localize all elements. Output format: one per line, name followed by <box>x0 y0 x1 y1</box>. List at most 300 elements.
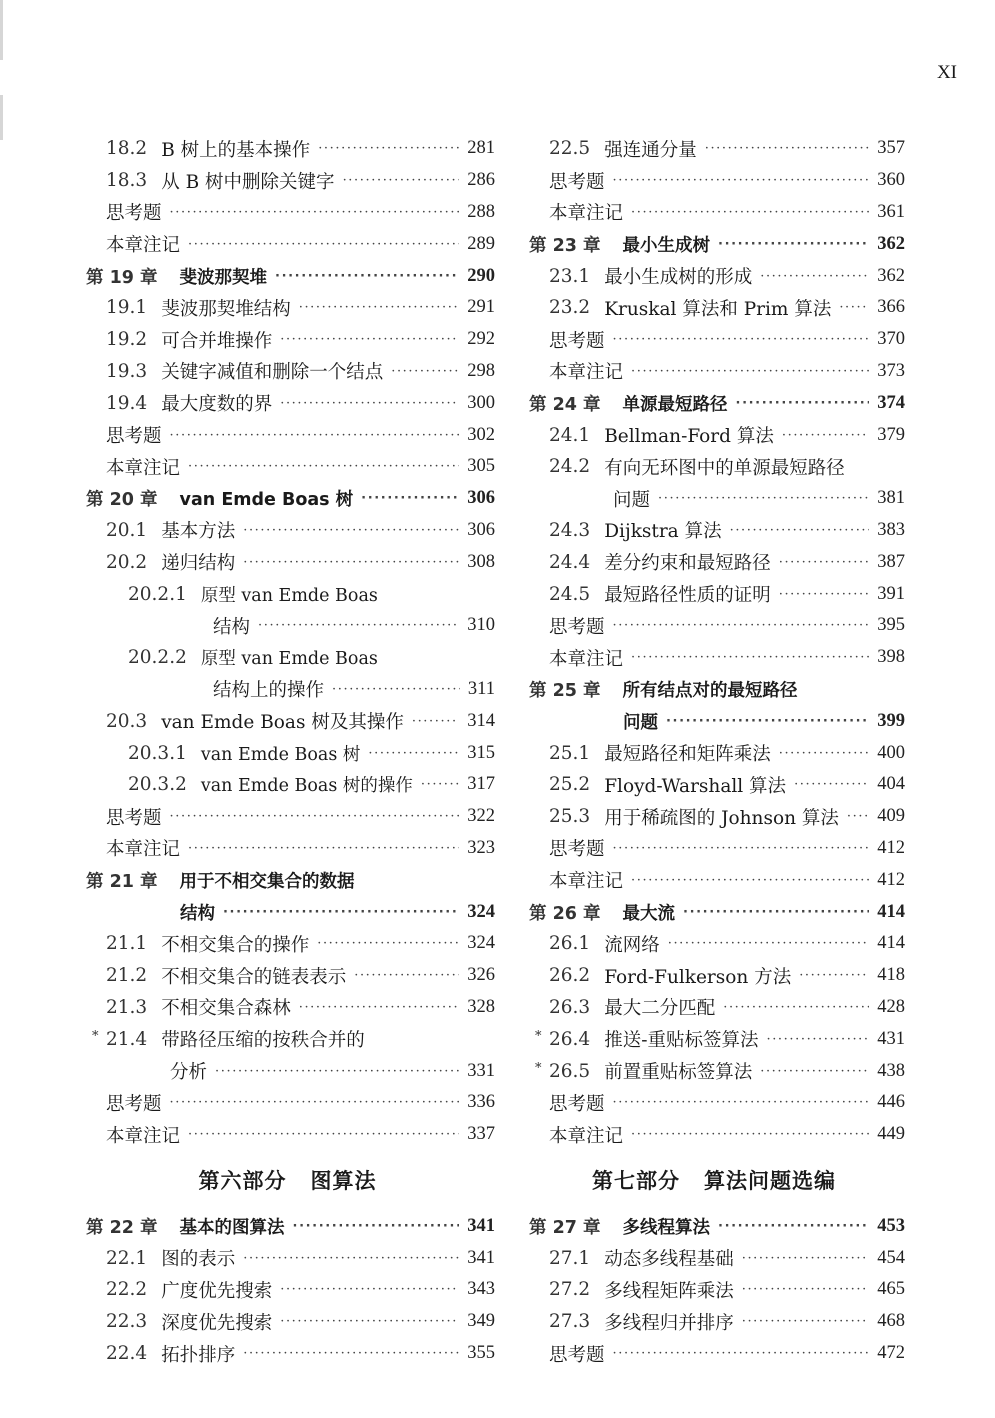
toc-page-number: 324 <box>467 933 495 954</box>
toc-title: 从 B 树中删除关键字 <box>161 171 335 193</box>
toc-title: 不相交集合森林 <box>161 998 291 1020</box>
toc-title: 斐波那契堆 <box>179 267 268 288</box>
toc-number: 26.1 <box>549 933 591 955</box>
toc-section-row <box>80 324 495 356</box>
toc-page-number: 379 <box>877 424 905 445</box>
toc-subsection-row <box>80 769 495 801</box>
toc-continuation-row <box>523 833 905 865</box>
toc-title: 多线程算法 <box>622 1217 711 1238</box>
toc-number: 20.2.2 <box>128 647 187 669</box>
toc-section-row <box>80 1306 495 1338</box>
toc-page-number: 383 <box>877 519 905 540</box>
dot-leader <box>354 968 459 983</box>
toc-page-number: 324 <box>467 901 495 922</box>
toc-title: 最大流 <box>622 903 676 924</box>
toc-number: 24.5 <box>549 583 591 605</box>
toc-page-number: 412 <box>877 869 905 890</box>
toc-title: 最小生成树的形成 <box>604 267 753 289</box>
dot-leader <box>412 714 459 729</box>
toc-section-row <box>80 165 495 197</box>
dot-leader <box>613 332 870 347</box>
toc-title: 本章注记 <box>106 235 181 257</box>
toc-number: 25.2 <box>549 774 591 796</box>
toc-entries-top <box>523 133 905 1151</box>
toc-title: 最短路径性质的证明 <box>604 585 771 607</box>
toc-section-row <box>80 292 495 324</box>
toc-title: Ford-Fulkerson 方法 <box>604 966 792 988</box>
toc-page-number: 306 <box>467 488 495 509</box>
toc-title: 思考题 <box>106 1093 162 1115</box>
toc-number: 第 26 章 <box>529 903 601 924</box>
toc-number: 25.1 <box>549 742 591 764</box>
toc-page-number: 310 <box>467 615 495 636</box>
toc-section-row <box>523 1242 905 1274</box>
toc-page-number: 362 <box>877 233 905 254</box>
toc-number: 20.2.1 <box>128 583 187 605</box>
toc-page-number: 414 <box>877 933 905 954</box>
toc-number: 第 23 章 <box>529 235 601 256</box>
toc-number: 第 20 章 <box>86 490 158 511</box>
optional-section-mark: * <box>535 1029 542 1045</box>
dot-leader <box>723 1000 869 1015</box>
toc-number: 19.4 <box>106 392 148 414</box>
toc-title: 思考题 <box>549 839 605 861</box>
toc-title: B 树上的基本操作 <box>161 139 311 161</box>
toc-number: 第 21 章 <box>86 871 158 892</box>
toc-continuation-row <box>523 1087 905 1119</box>
toc-title: 单源最短路径 <box>622 394 728 415</box>
part-heading <box>80 1157 495 1203</box>
dot-leader <box>188 1127 459 1142</box>
toc-page-number: 311 <box>467 678 495 699</box>
toc-page-number: 362 <box>877 265 905 286</box>
toc-number: 24.3 <box>549 519 591 541</box>
dot-leader <box>779 587 870 602</box>
optional-section-mark: * <box>535 1061 542 1077</box>
toc-section-row <box>80 133 495 165</box>
toc-section-row <box>523 1306 905 1338</box>
toc-continuation-row <box>80 1087 495 1119</box>
toc-section-row <box>80 1274 495 1306</box>
toc-title: van Emde Boas 树及其操作 <box>161 712 404 734</box>
toc-page-number: 315 <box>467 742 495 763</box>
toc-title: 思考题 <box>106 426 162 448</box>
toc-page-number: 305 <box>467 456 495 477</box>
toc-continuation-row <box>523 1119 905 1151</box>
toc-section-row <box>523 546 905 578</box>
toc-page-number: 308 <box>467 551 495 572</box>
dot-leader <box>170 1095 460 1110</box>
dot-leader <box>280 396 459 411</box>
toc-number: 20.1 <box>106 519 148 541</box>
toc-number: 18.3 <box>106 170 148 192</box>
scan-edge-mark <box>0 95 3 140</box>
toc-title: 本章注记 <box>549 203 624 225</box>
part-name: 算法问题选编 <box>704 1168 836 1193</box>
toc-page-number: 322 <box>467 806 495 827</box>
toc-section-row <box>523 260 905 292</box>
toc-page-number: 360 <box>877 170 905 191</box>
toc-page-number: 331 <box>467 1060 495 1081</box>
toc-page-number: 404 <box>877 774 905 795</box>
toc-title: 前置重贴标签算法 <box>604 1062 753 1083</box>
toc-page-number: 399 <box>877 710 905 731</box>
toc-page-number: 418 <box>877 965 905 986</box>
toc-title: van Emde Boas 树 <box>179 490 354 511</box>
dot-leader <box>847 809 869 824</box>
toc-number: 27.1 <box>549 1247 591 1269</box>
dot-leader <box>243 555 459 570</box>
toc-page-number: 472 <box>877 1343 905 1364</box>
toc-title: 最短路径和矩阵乘法 <box>604 744 771 766</box>
dot-leader <box>766 1032 869 1047</box>
dot-leader <box>760 1064 869 1079</box>
toc-page-number: 341 <box>467 1247 495 1268</box>
toc-page-number: 465 <box>877 1279 905 1300</box>
toc-number: 26.3 <box>549 996 591 1018</box>
dot-leader <box>779 746 870 761</box>
dot-leader <box>718 1219 869 1234</box>
dot-leader <box>170 809 460 824</box>
toc-continuation-row <box>523 610 905 642</box>
toc-page-number: 328 <box>467 996 495 1017</box>
toc-page-number: 453 <box>877 1215 905 1236</box>
toc-section-row <box>523 578 905 610</box>
dot-leader <box>782 428 869 443</box>
toc-continuation-row <box>80 833 495 865</box>
toc-entries-bottom <box>523 1211 905 1370</box>
toc-page-number: 286 <box>467 170 495 191</box>
toc-number: 22.3 <box>106 1311 148 1333</box>
toc-number: 第 22 章 <box>86 1217 158 1238</box>
toc-chapter-row <box>523 896 905 928</box>
toc-number: 19.2 <box>106 329 148 351</box>
dot-leader <box>683 905 869 920</box>
toc-number: 22.4 <box>106 1343 148 1365</box>
dot-leader <box>318 141 459 156</box>
part-title: 第七部分 <box>592 1168 680 1193</box>
toc-number: 第 27 章 <box>529 1217 601 1238</box>
toc-number: 23.1 <box>549 265 591 287</box>
toc-title: 流网络 <box>604 934 660 956</box>
toc-title: 分析 <box>170 1062 208 1083</box>
toc-chapter-row <box>523 674 905 706</box>
toc-continuation-row <box>80 801 495 833</box>
toc-page-number: 370 <box>877 329 905 350</box>
dot-leader <box>718 237 869 252</box>
toc-chapter-row <box>80 1211 495 1243</box>
dot-leader <box>631 873 869 888</box>
toc-title: 所有结点对的最短路径 <box>622 680 798 701</box>
dot-leader <box>631 650 869 665</box>
toc-title: 图的表示 <box>161 1249 236 1271</box>
dot-leader <box>188 459 459 474</box>
toc-subsection-row <box>80 578 495 610</box>
toc-title: 拓扑排序 <box>161 1344 236 1366</box>
toc-page-number: 391 <box>877 583 905 604</box>
toc-section-row <box>80 1023 495 1055</box>
toc-title: 本章注记 <box>106 457 181 479</box>
toc-number: 21.3 <box>106 996 148 1018</box>
toc-continuation-row <box>80 228 495 260</box>
toc-number: 24.4 <box>549 551 591 573</box>
dot-leader <box>613 173 870 188</box>
dot-leader <box>658 491 869 506</box>
toc-title: 思考题 <box>549 1344 605 1366</box>
toc-section-row <box>80 992 495 1024</box>
toc-section-row <box>523 1055 905 1087</box>
toc-number: 26.5 <box>549 1060 591 1082</box>
toc-title: 思考题 <box>106 203 162 225</box>
toc-page-number: 374 <box>877 392 905 413</box>
toc-title: 思考题 <box>549 616 605 638</box>
part-title: 第六部分 <box>198 1168 287 1193</box>
toc-title: 强连通分量 <box>604 139 697 161</box>
toc-title: 本章注记 <box>549 871 624 893</box>
toc-number: 22.2 <box>106 1279 148 1301</box>
toc-title: van Emde Boas 树的操作 <box>200 776 413 797</box>
toc-number: 22.1 <box>106 1247 148 1269</box>
toc-continuation-row <box>80 1119 495 1151</box>
dot-leader <box>391 364 459 379</box>
dot-leader <box>170 205 460 220</box>
dot-leader <box>779 555 870 570</box>
toc-title: 结构上的操作 <box>213 680 325 702</box>
dot-leader <box>736 396 870 411</box>
toc-section-row <box>80 546 495 578</box>
toc-number: 21.2 <box>106 965 148 987</box>
toc-page-number: 446 <box>877 1092 905 1113</box>
dot-leader <box>215 1064 459 1079</box>
scan-edge-mark <box>0 0 3 60</box>
toc-continuation-row <box>523 642 905 674</box>
toc-number: 26.2 <box>549 965 591 987</box>
dot-leader <box>799 968 869 983</box>
toc-continuation-row <box>523 483 905 515</box>
toc-section-row <box>80 960 495 992</box>
toc-entries-top <box>80 133 495 1151</box>
toc-title: 有向无环图中的单源最短路径 <box>604 457 845 479</box>
toc-page-number: 361 <box>877 201 905 222</box>
toc-title: 深度优先搜索 <box>161 1312 273 1334</box>
toc-chapter-row <box>80 864 495 896</box>
toc-section-row <box>80 1338 495 1370</box>
dot-leader <box>275 269 459 284</box>
toc-page-number: 336 <box>467 1092 495 1113</box>
dot-leader <box>299 1000 460 1015</box>
toc-continuation-row <box>80 197 495 229</box>
toc-number: 24.1 <box>549 424 591 446</box>
toc-page-number: 306 <box>467 519 495 540</box>
toc-title: 原型 van Emde Boas <box>200 649 378 670</box>
dot-leader <box>188 841 459 856</box>
toc-section-row <box>523 1274 905 1306</box>
dot-leader <box>280 1282 459 1297</box>
toc-number: 27.3 <box>549 1311 591 1333</box>
toc-title: van Emde Boas 树 <box>200 744 361 765</box>
toc-title: 原型 van Emde Boas <box>200 585 378 606</box>
toc-title: 结构 <box>213 616 251 638</box>
dot-leader <box>170 428 460 443</box>
toc-title: 最大二分匹配 <box>604 998 716 1020</box>
toc-left-column <box>80 133 495 1369</box>
toc-continuation-row <box>523 356 905 388</box>
toc-page-number: 438 <box>877 1060 905 1081</box>
dot-leader <box>705 141 870 156</box>
dot-leader <box>343 173 460 188</box>
toc-title: 思考题 <box>549 1093 605 1115</box>
toc-title: 结构 <box>180 903 215 924</box>
part-heading <box>523 1157 905 1203</box>
toc-title: 广度优先搜索 <box>161 1280 273 1302</box>
toc-chapter-row <box>523 228 905 260</box>
toc-title: 问题 <box>613 489 651 511</box>
dot-leader <box>794 777 869 792</box>
toc-page-number: 387 <box>877 551 905 572</box>
toc-page-number: 409 <box>877 806 905 827</box>
dot-leader <box>839 300 869 315</box>
toc-title: 最小生成树 <box>622 235 711 256</box>
toc-page-number: 302 <box>467 424 495 445</box>
toc-page-number: 412 <box>877 837 905 858</box>
toc-page-number: 323 <box>467 837 495 858</box>
dot-leader <box>631 1127 869 1142</box>
toc-page-number: 288 <box>467 201 495 222</box>
toc-section-row <box>80 356 495 388</box>
dot-leader <box>666 714 869 729</box>
toc-section-row <box>523 801 905 833</box>
toc-title: Bellman-Ford 算法 <box>604 426 774 448</box>
dot-leader <box>293 1219 460 1234</box>
toc-page-number: 398 <box>877 647 905 668</box>
toc-page-number: 431 <box>877 1028 905 1049</box>
toc-continuation-row <box>80 1055 495 1087</box>
toc-section-row <box>80 928 495 960</box>
toc-number: 24.2 <box>549 456 591 478</box>
dot-leader <box>631 364 869 379</box>
dot-leader <box>243 1251 459 1266</box>
toc-section-row <box>523 515 905 547</box>
toc-number: 第 25 章 <box>529 680 601 701</box>
toc-page-number: 341 <box>467 1215 495 1236</box>
toc-title: 用于稀疏图的 Johnson 算法 <box>604 807 839 829</box>
toc-number: 19.1 <box>106 297 148 319</box>
dot-leader <box>613 841 870 856</box>
toc-chapter-row <box>80 260 495 292</box>
toc-number: 20.2 <box>106 551 148 573</box>
toc-page-number: 337 <box>467 1124 495 1145</box>
toc-title: 本章注记 <box>549 1125 624 1147</box>
dot-leader <box>668 936 870 951</box>
toc-number: 19.3 <box>106 360 148 382</box>
dot-leader <box>361 491 459 506</box>
dot-leader <box>188 237 459 252</box>
toc-entries-bottom <box>80 1211 495 1370</box>
toc-number: 第 19 章 <box>86 267 158 288</box>
toc-page-number: 449 <box>877 1124 905 1145</box>
toc-page-number: 290 <box>467 265 495 286</box>
toc-page-number: 292 <box>467 329 495 350</box>
dot-leader <box>631 205 869 220</box>
toc-page-number: 355 <box>467 1343 495 1364</box>
toc-title: 斐波那契堆结构 <box>161 298 291 320</box>
toc-page-number: 289 <box>467 233 495 254</box>
toc-number: 20.3.1 <box>128 742 187 764</box>
toc-number: 21.4 <box>106 1028 148 1050</box>
toc-page-number: 326 <box>467 965 495 986</box>
toc-continuation-row <box>80 674 495 706</box>
dot-leader <box>760 269 869 284</box>
toc-subsection-row <box>80 737 495 769</box>
toc-title: 差分约束和最短路径 <box>604 553 771 575</box>
toc-continuation-row <box>523 197 905 229</box>
toc-number: 27.2 <box>549 1279 591 1301</box>
toc-section-row <box>523 737 905 769</box>
toc-number: 23.2 <box>549 297 591 319</box>
toc-title: 思考题 <box>549 330 605 352</box>
dot-leader <box>317 936 459 951</box>
toc-title: 推送-重贴标签算法 <box>604 1030 759 1052</box>
dot-leader <box>243 1346 459 1361</box>
dot-leader <box>742 1314 870 1329</box>
toc-section-row <box>523 960 905 992</box>
toc-section-row <box>523 451 905 483</box>
toc-title: 基本的图算法 <box>179 1217 285 1238</box>
toc-title: 多线程矩阵乘法 <box>604 1280 734 1302</box>
toc-section-row <box>523 992 905 1024</box>
toc-continuation-row <box>523 864 905 896</box>
dot-leader <box>280 1314 459 1329</box>
toc-continuation-row <box>523 324 905 356</box>
toc-section-row <box>523 928 905 960</box>
toc-title: 多线程归并排序 <box>604 1312 734 1334</box>
toc-page-number: 381 <box>877 488 905 509</box>
toc-number: 20.3 <box>106 710 148 732</box>
toc-chapter-row <box>523 1211 905 1243</box>
toc-title: 思考题 <box>549 171 605 193</box>
toc-page-number: 468 <box>877 1311 905 1332</box>
toc-chapter-row <box>80 483 495 515</box>
dot-leader <box>613 1095 870 1110</box>
toc-title: 本章注记 <box>549 362 624 384</box>
toc-page-number: 317 <box>467 774 495 795</box>
dot-leader <box>742 1251 870 1266</box>
toc-page-number: 400 <box>877 742 905 763</box>
optional-section-mark: * <box>92 1029 99 1045</box>
toc-number: 20.3.2 <box>128 774 187 796</box>
toc-page-number: 281 <box>467 138 495 159</box>
toc-section-row <box>80 387 495 419</box>
toc-page-number: 454 <box>877 1247 905 1268</box>
dot-leader <box>613 618 870 633</box>
toc-page-number: 395 <box>877 615 905 636</box>
toc-title: 动态多线程基础 <box>604 1249 734 1271</box>
toc-title: 关键字减值和删除一个结点 <box>161 362 384 384</box>
toc-title: 不相交集合的链表表示 <box>161 966 347 988</box>
toc-page-number: 373 <box>877 360 905 381</box>
dot-leader <box>299 300 460 315</box>
page-number: XI <box>936 62 957 83</box>
toc-page-number: 428 <box>877 996 905 1017</box>
toc-title: 不相交集合的操作 <box>161 934 310 956</box>
toc-page-number: 291 <box>467 297 495 318</box>
toc-title: 可合并堆操作 <box>161 330 273 352</box>
toc-continuation-row <box>80 451 495 483</box>
toc-number: 第 24 章 <box>529 394 601 415</box>
toc-title: 本章注记 <box>549 648 624 670</box>
toc-page-number: 300 <box>467 392 495 413</box>
toc-section-row <box>523 133 905 165</box>
